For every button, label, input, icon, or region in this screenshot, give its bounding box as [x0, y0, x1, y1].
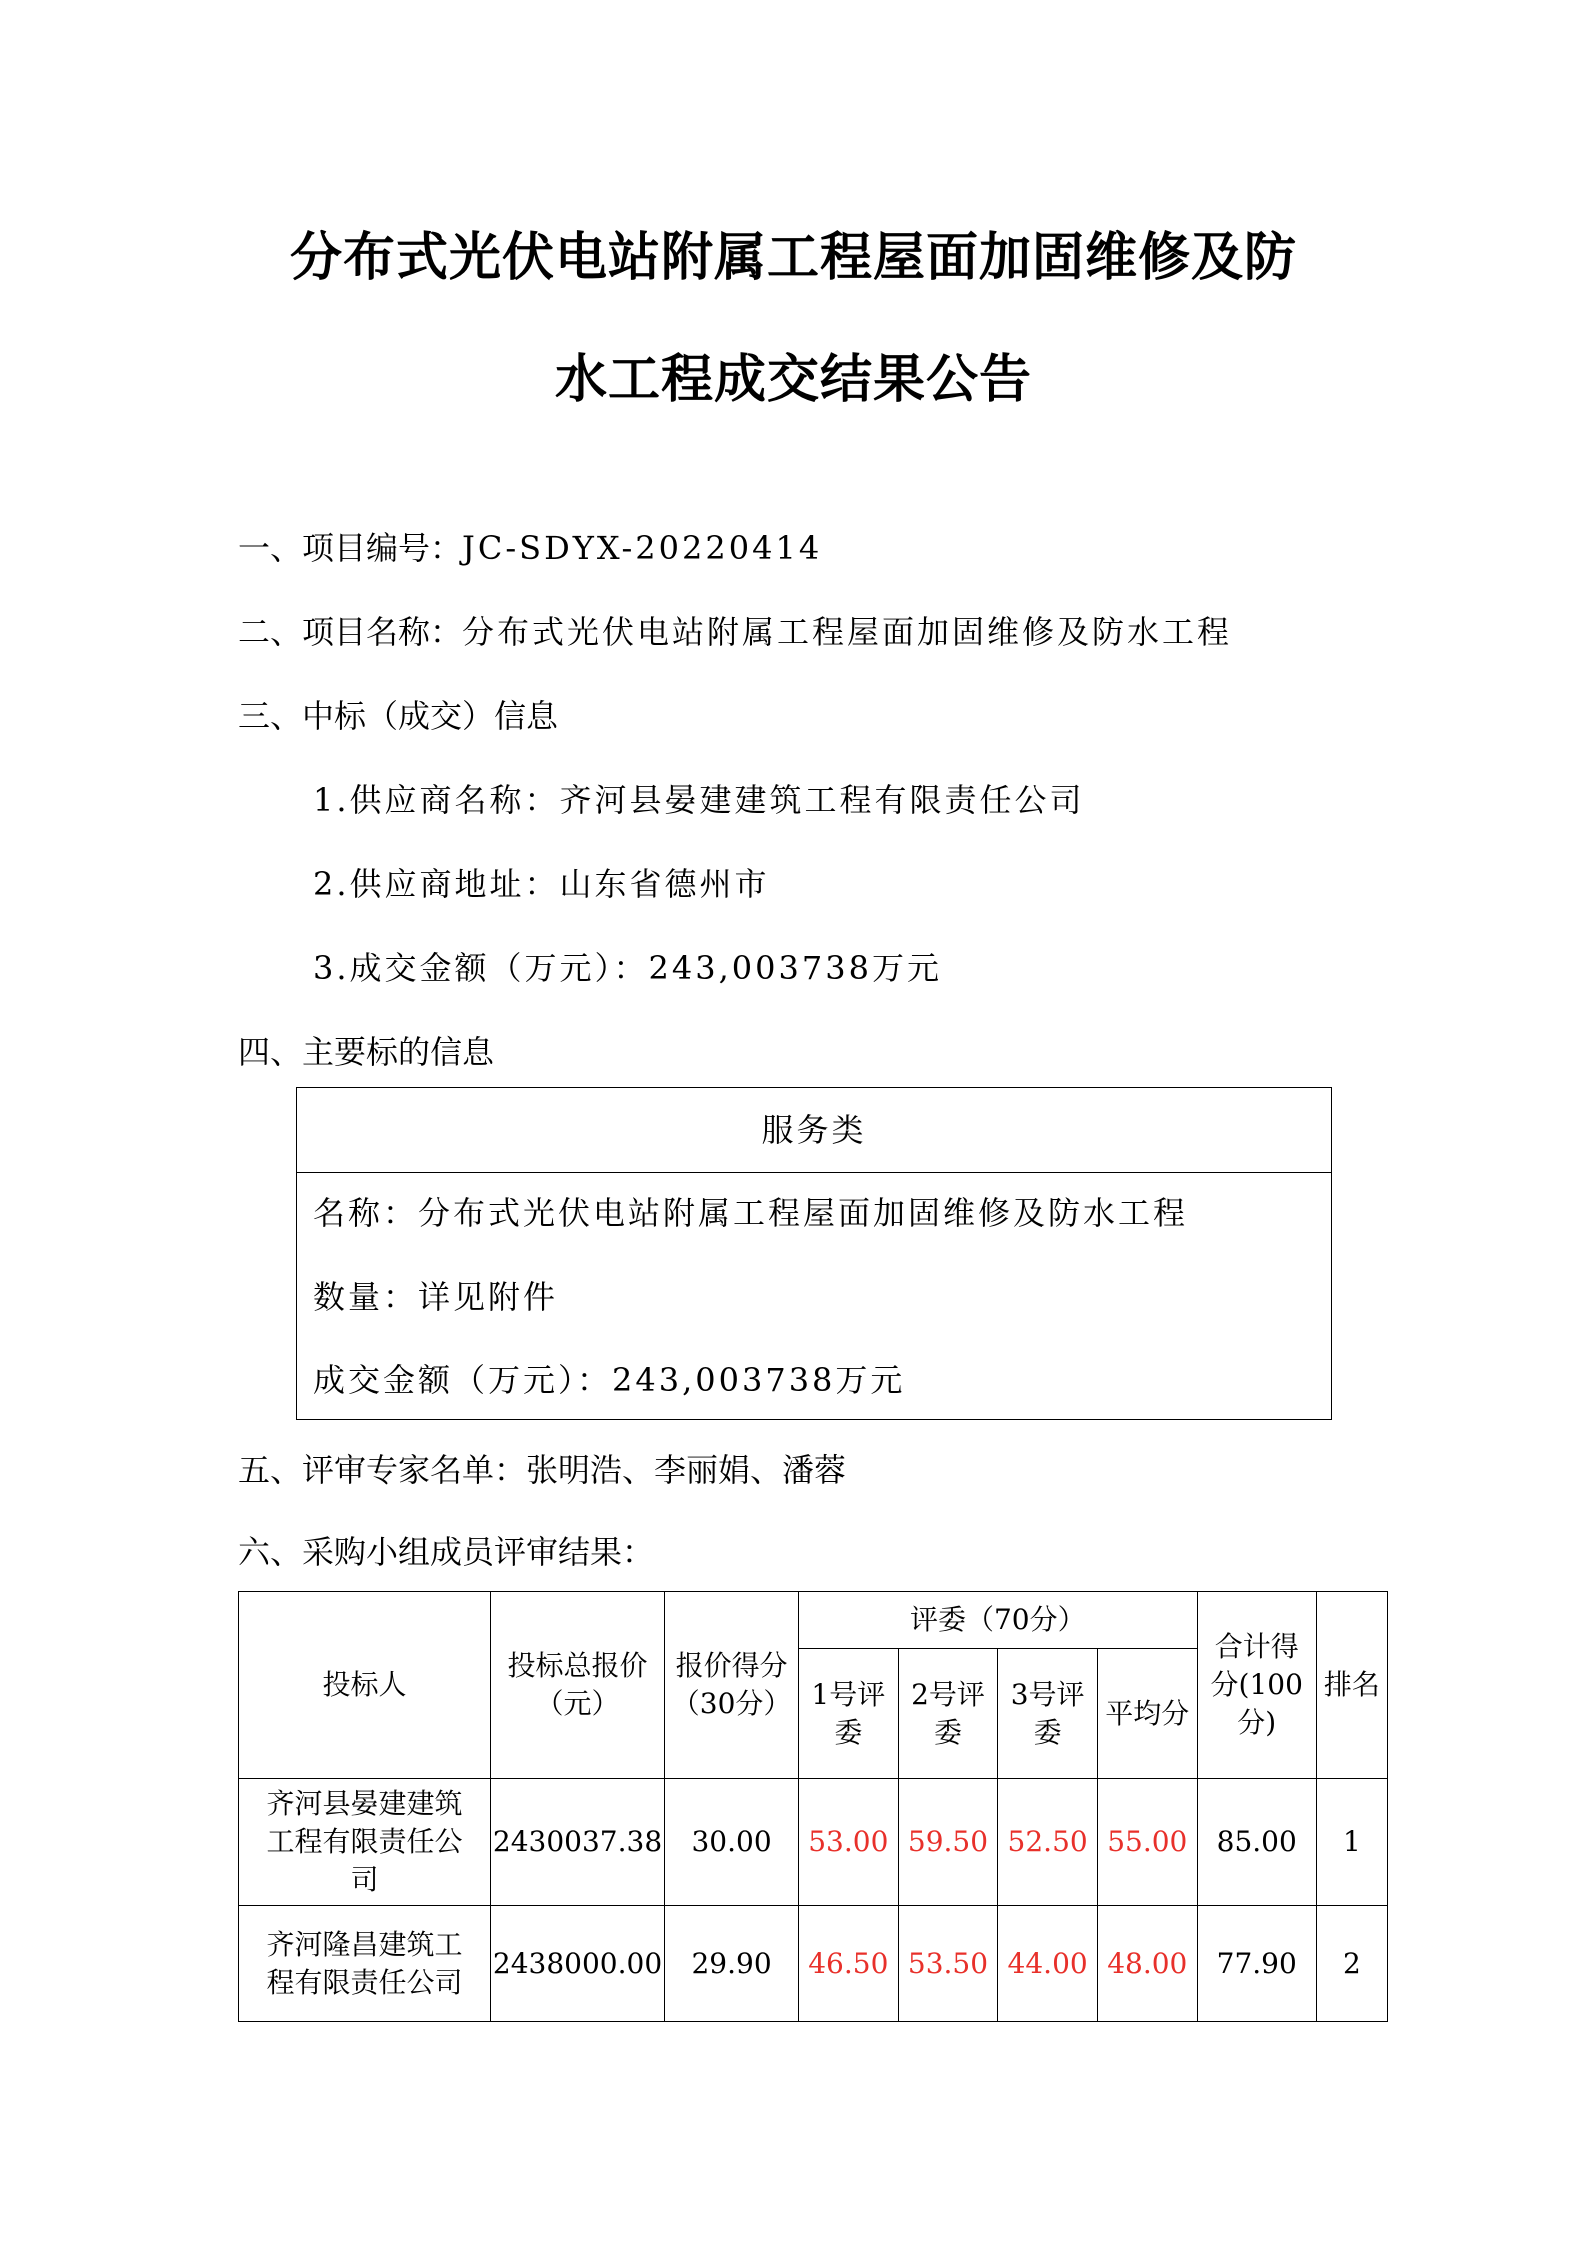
- document-title-line-1: 分布式光伏电站附属工程屋面加固维修及防: [289, 228, 1297, 288]
- header-average: 平均分: [1097, 1649, 1197, 1779]
- header-bidder: 投标人: [239, 1592, 491, 1779]
- row-1-price: 2430037.38: [490, 1779, 664, 1906]
- row-2-judge-3: 44.00: [998, 1906, 1098, 2022]
- table-row: [239, 1779, 1388, 1906]
- header-judge-3-line-2: 委: [1033, 1715, 1062, 1749]
- header-judge-3: [998, 1649, 1098, 1779]
- row-1-judge-1: 53.00: [799, 1779, 899, 1906]
- header-judge-2: [898, 1649, 998, 1779]
- subject-box-header: 服务类: [297, 1088, 1331, 1173]
- row-1-average: 55.00: [1097, 1779, 1197, 1906]
- table-header-row: [239, 1592, 1388, 1649]
- row-2-bidder: [239, 1906, 491, 2022]
- section-expert-list: 五、评审专家名单：张明浩、李丽娟、潘蓉: [238, 1451, 847, 1489]
- header-judge-1-line-1: 1号评: [811, 1677, 886, 1711]
- row-1-bidder-line-1: 齐河县晏建建筑: [266, 1787, 463, 1820]
- subject-amount: 成交金额（万元）：243,003738万元: [313, 1361, 906, 1399]
- section-winning-bid-heading: 三、中标（成交）信息: [238, 697, 559, 735]
- section-project-number-label: 一、项目编号：: [238, 529, 463, 567]
- header-price-score-line-2: （30分）: [671, 1687, 792, 1720]
- row-2-total: 77.90: [1197, 1906, 1316, 2022]
- header-judge-1-line-2: 委: [834, 1715, 863, 1749]
- header-price-score-line-1: 报价得分: [675, 1649, 788, 1682]
- header-judge-1: [799, 1649, 899, 1779]
- section-results-heading: 六、采购小组成员评审结果：: [238, 1533, 655, 1571]
- row-1-total: 85.00: [1197, 1779, 1316, 1906]
- row-2-average: 48.00: [1097, 1906, 1197, 2022]
- deal-amount: 3.成交金额（万元）：243,003738万元: [313, 949, 942, 987]
- header-total-score-line-3: 分): [1237, 1706, 1277, 1739]
- results-table: [238, 1591, 1388, 2022]
- header-total-score: [1197, 1592, 1316, 1779]
- header-rank: 排名: [1316, 1592, 1387, 1779]
- header-price-score: [665, 1592, 799, 1779]
- table-row: [239, 1906, 1388, 2022]
- row-1-bidder: [239, 1779, 491, 1906]
- row-1-price-score: 30.00: [665, 1779, 799, 1906]
- row-1-bidder-line-3: 司: [350, 1863, 379, 1896]
- row-2-price-score: 29.90: [665, 1906, 799, 2022]
- section-project-number: [238, 528, 822, 568]
- header-judge-2-line-1: 2号评: [911, 1677, 985, 1711]
- header-total-price-line-1: 投标总报价: [507, 1649, 648, 1682]
- section-project-name: [238, 612, 1232, 652]
- row-1-judge-2: 59.50: [898, 1779, 998, 1906]
- header-judge-2-line-2: 委: [933, 1715, 962, 1749]
- section-project-name-label: 二、项目名称：: [238, 613, 463, 651]
- subject-info-box: [296, 1087, 1332, 1420]
- row-2-bidder-line-1: 齐河隆昌建筑工: [266, 1927, 463, 1961]
- row-2-judge-1: 46.50: [799, 1906, 899, 2022]
- header-total-score-line-2: 分(100: [1210, 1668, 1303, 1701]
- row-2-price: 2438000.00: [490, 1906, 664, 2022]
- row-2-rank: 2: [1316, 1906, 1387, 2022]
- header-judges: 评委（70分）: [799, 1592, 1198, 1649]
- header-total-price-line-2: （元）: [535, 1687, 620, 1720]
- subject-quantity: 数量：详见附件: [313, 1278, 559, 1316]
- row-2-bidder-line-2: 程有限责任公司: [266, 1965, 463, 1999]
- header-judge-3-line-1: 3号评: [1010, 1677, 1085, 1711]
- section-subject-heading: 四、主要标的信息: [238, 1033, 495, 1071]
- section-project-number-value: JC-SDYX-20220414: [462, 529, 823, 567]
- supplier-address: 2.供应商地址：山东省德州市: [313, 865, 770, 903]
- header-total-price: [490, 1592, 664, 1779]
- row-2-judge-2: 53.50: [898, 1906, 998, 2022]
- header-total-score-line-1: 合计得: [1214, 1630, 1299, 1663]
- document-title-line-2: 水工程成交结果公告: [554, 350, 1032, 410]
- row-1-judge-3: 52.50: [998, 1779, 1098, 1906]
- subject-name: 名称：分布式光伏电站附属工程屋面加固维修及防水工程: [313, 1194, 1189, 1232]
- row-1-bidder-line-2: 工程有限责任公: [266, 1825, 463, 1858]
- supplier-name: 1.供应商名称：齐河县晏建建筑工程有限责任公司: [313, 781, 1085, 819]
- section-project-name-value: 分布式光伏电站附属工程屋面加固维修及防水工程: [462, 613, 1233, 651]
- row-1-rank: 1: [1316, 1779, 1387, 1906]
